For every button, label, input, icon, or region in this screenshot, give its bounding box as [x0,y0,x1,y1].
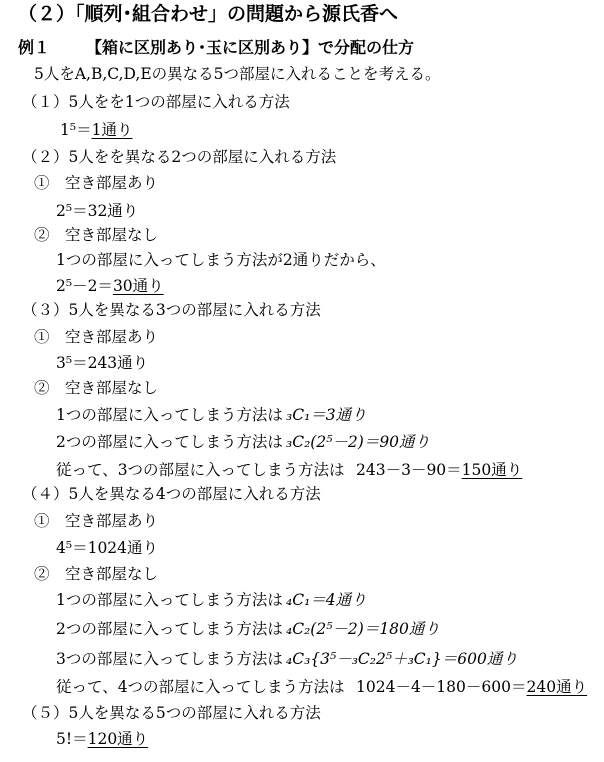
answer-underlined: 30通り [112,277,164,295]
math-expression: ₃C₂(2⁵－2)＝90通り [286,433,431,451]
math-expression: ₄C₃{3⁵－₃C₂2⁵＋₃C₁}＝600通り [286,650,518,668]
explanation-text: 1つの部屋に入ってしまう方法が2通りだから、 [56,251,386,269]
calc-expr: 2⁵＝ [56,202,88,220]
explanation-text: 3つの部屋に入ってしまう方法は [56,650,283,668]
calc-expr: 243－3－90＝ [356,461,462,479]
section-4-heading: （４）5人を異なる4つの部屋に入れる方法 [22,485,321,503]
calc-expr: 5!＝ [56,730,88,748]
section-1-calc [60,120,132,140]
example-label: 例１ [18,38,51,57]
calc-expr: 3⁵＝ [56,354,88,372]
explanation-text: 1つの部屋に入ってしまう方法は [56,591,283,609]
section-3-total-calc [356,460,522,480]
answer: 1024通り [87,539,159,557]
conclusion-text: 従って、4つの部屋に入ってしまう方法は [56,678,345,696]
section-3-case1-calc [56,353,148,373]
conclusion-text: 従って、3つの部屋に入ってしまう方法は [56,461,345,479]
math-expression: ₃C₁＝3通り [286,406,367,424]
case-label: ② 空き部屋なし [34,565,159,583]
section-2-heading: （２）5人をを異なる2つの部屋に入れる方法 [22,148,337,166]
example-heading: 【箱に区別あり･玉に区別あり】で分配の仕方 [86,38,415,57]
case-label: ① 空き部屋あり [34,174,159,192]
answer-underlined: 120通り [87,730,149,748]
section-1-heading: （１）5人をを1つの部屋に入れる方法 [22,93,290,111]
section-2-case1-calc [56,201,138,221]
section-5-calc [56,729,148,749]
explanation-text: 2つの部屋に入ってしまう方法は [56,433,283,451]
answer: 32通り [87,202,139,220]
section-3-heading: （３）5人を異なる3つの部屋に入れる方法 [22,301,321,319]
answer-underlined: 1通り [91,121,133,139]
explanation-text: 2つの部屋に入ってしまう方法は [56,620,283,638]
case-label: ② 空き部屋なし [34,226,159,244]
math-expression: ₄C₁＝4通り [286,591,367,609]
math-expression: ₄C₂(2⁵－2)＝180通り [286,620,440,638]
answer-underlined: 240通り [526,678,588,696]
section-2-case2-calc [56,276,164,296]
section-5-heading: （５）5人を異なる5つの部屋に入れる方法 [22,704,321,722]
answer: 243通り [87,354,149,372]
calc-expr: 1⁵＝ [60,121,92,139]
section-4-case1-calc [56,538,158,558]
intro-text: 5人をA,B,C,D,Eの異なる5つ部屋に入れることを考える。 [34,65,441,83]
case-label: ① 空き部屋あり [34,512,159,530]
case-label: ② 空き部屋なし [34,379,159,397]
case-label: ① 空き部屋あり [34,328,159,346]
page-title: （２）「順列･組合わせ」の問題から源氏香へ [18,3,399,25]
section-4-total-calc [356,677,587,697]
answer-underlined: 150通り [461,461,523,479]
calc-expr: 1024－4－180－600＝ [356,678,527,696]
explanation-text: 1つの部屋に入ってしまう方法は [56,406,283,424]
calc-expr: 4⁵＝ [56,539,88,557]
calc-expr: 2⁵－2＝ [56,277,113,295]
